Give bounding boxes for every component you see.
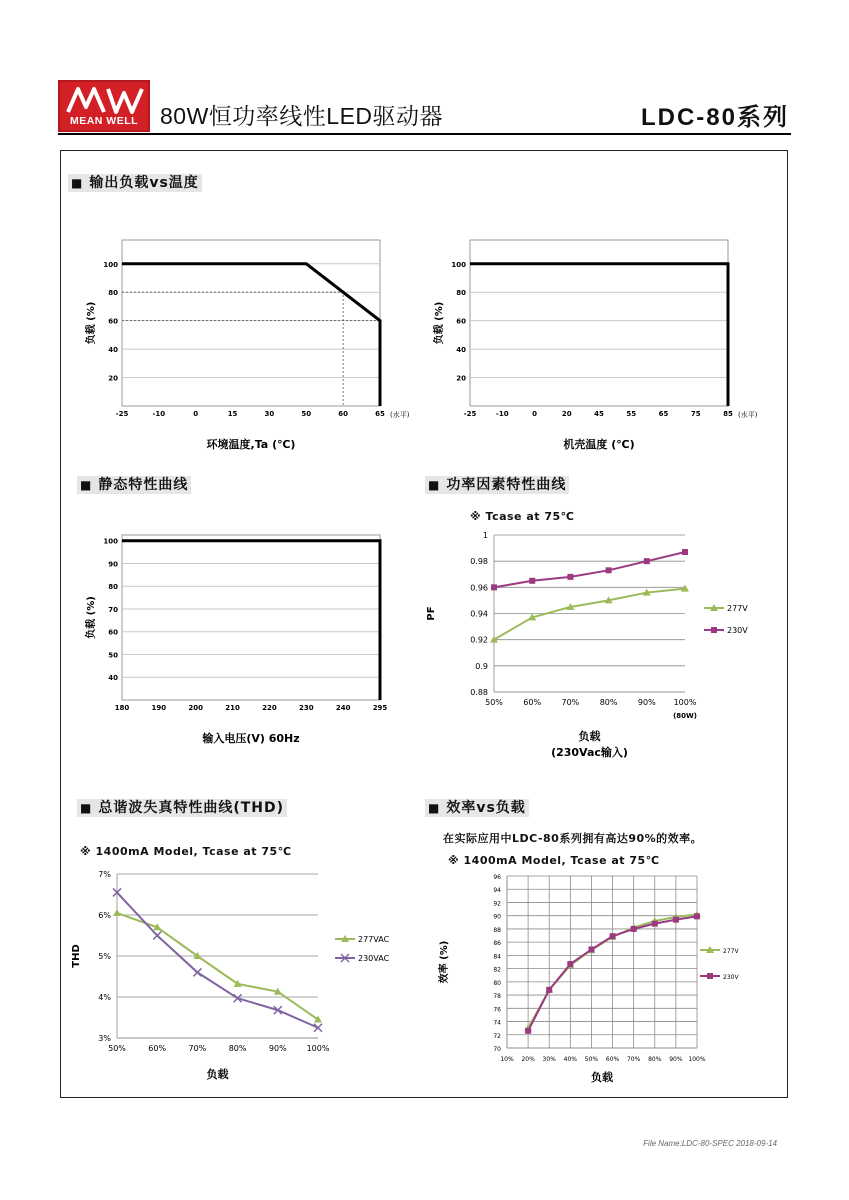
series-line-277VAC	[117, 913, 318, 1020]
legend-label: 230V	[723, 974, 739, 981]
data-point-square	[673, 917, 679, 923]
x-tick-label: 100%	[306, 1044, 330, 1053]
x-tick-label: 50%	[485, 698, 503, 707]
data-point-cross	[153, 932, 161, 940]
mw-logo-icon	[64, 85, 148, 115]
section-static	[77, 476, 191, 494]
section-static-label: 静态特性曲线	[98, 477, 189, 493]
x-axis-title: 机壳温度 (℃)	[563, 438, 635, 451]
meanwell-logo	[58, 80, 150, 132]
square-bullet-icon: ■	[428, 801, 441, 815]
data-point-square	[588, 946, 594, 952]
y-tick-label: 70	[108, 605, 118, 614]
y-tick-label: 0.98	[470, 557, 488, 567]
x-tick-label: 10%	[500, 1056, 514, 1063]
y-tick-label: 0.88	[470, 688, 488, 697]
y-tick-label: 40	[108, 346, 118, 355]
section-pf-label: 功率因素特性曲线	[446, 477, 567, 493]
x-tick-label: 0	[193, 410, 199, 418]
section-thd-label: 总谐波失真特性曲线(THD)	[98, 800, 285, 816]
x-tick-label: 30%	[542, 1056, 556, 1063]
y-tick-label: 20	[456, 374, 466, 383]
x-tick-label: 20%	[521, 1056, 535, 1063]
data-point-square	[606, 567, 612, 573]
x-tick-label: 80%	[648, 1056, 662, 1063]
square-bullet-icon: ■	[80, 478, 93, 492]
data-point-square	[525, 1028, 531, 1034]
y-tick-label: 84	[493, 953, 501, 961]
x-axis-title: 负载	[591, 1071, 613, 1084]
x-tick-label: 55	[626, 410, 637, 418]
data-point-square	[652, 921, 658, 927]
x-tick-label: 30	[264, 410, 275, 418]
pf-case-note: ※ Tcase at 75℃	[470, 510, 575, 523]
y-tick-label: 0.92	[470, 635, 488, 645]
page-title: 80W恒功率线性LED驱动器	[160, 103, 444, 129]
guide-line	[122, 321, 380, 406]
y-tick-label: 4%	[98, 993, 111, 1002]
x-tick-label: 295	[372, 704, 388, 712]
y-axis-title: 效率 (%)	[439, 940, 450, 984]
data-point-square	[567, 574, 573, 580]
y-tick-label: 50	[108, 651, 118, 660]
series-line-230VAC	[117, 892, 318, 1027]
chart-efficiency	[430, 868, 775, 1093]
y-tick-label: 5%	[98, 952, 111, 961]
data-point-square	[707, 973, 713, 979]
x-tick-label: 40%	[563, 1056, 578, 1063]
x-note-label: (80W)	[673, 712, 697, 720]
y-tick-label: 88	[493, 926, 501, 934]
x-axis-title: 负载	[578, 730, 601, 743]
x-tick-label: 210	[225, 704, 240, 712]
y-tick-label: 80	[108, 583, 118, 592]
y-tick-label: 80	[108, 289, 118, 298]
x-tick-label: 100%	[688, 1056, 706, 1063]
footer-filename: File Name:LDC-80-SPEC 2018-09-14	[643, 1139, 777, 1148]
y-tick-label: 40	[108, 674, 118, 683]
section-pf	[425, 476, 569, 494]
chart-case-derating	[418, 230, 758, 455]
section-derating	[68, 174, 202, 192]
eff-model-note: ※ 1400mA Model, Tcase at 75℃	[448, 854, 660, 867]
square-bullet-icon: ■	[80, 801, 93, 815]
y-tick-label: 94	[493, 887, 501, 895]
x-tick-label: 60%	[605, 1056, 620, 1063]
x-unit-label: (水平)	[390, 411, 410, 419]
section-thd	[77, 799, 287, 817]
legend-label: 230VAC	[358, 954, 390, 963]
y-axis-title: 负载 (%)	[86, 596, 97, 639]
y-tick-label: 92	[493, 900, 501, 908]
data-point-triangle	[113, 909, 121, 916]
y-tick-label: 60	[108, 628, 118, 637]
x-tick-label: 75	[690, 410, 701, 418]
x-tick-label: 190	[151, 704, 167, 712]
y-tick-label: 100	[451, 260, 466, 269]
x-tick-label: 90%	[637, 698, 656, 707]
x-tick-label: -10	[152, 410, 166, 418]
x-tick-label: 100%	[673, 698, 697, 707]
chart-power-factor	[418, 525, 778, 775]
y-tick-label: 0.9	[475, 661, 488, 671]
y-tick-label: 90	[108, 560, 118, 569]
series-line-230V	[494, 552, 685, 587]
y-tick-label: 6%	[98, 911, 111, 920]
series-title: LDC-80系列	[640, 104, 789, 131]
x-axis-title: 环境温度,Ta (℃)	[206, 438, 296, 451]
x-tick-label: 80%	[228, 1044, 247, 1053]
y-axis-title: THD	[71, 944, 82, 968]
x-tick-label: 180	[114, 704, 130, 712]
y-tick-label: 76	[493, 1006, 501, 1014]
x-tick-label: 65	[375, 410, 385, 418]
y-axis-title: 负载 (%)	[86, 301, 97, 345]
x-tick-label: 80%	[599, 698, 618, 707]
x-tick-label: 70%	[626, 1056, 641, 1063]
derating-curve	[122, 264, 380, 406]
x-tick-label: 85	[723, 410, 733, 418]
y-axis-title: 负载 (%)	[434, 301, 445, 345]
x-tick-label: 90%	[669, 1056, 683, 1063]
data-point-square	[644, 558, 650, 564]
x-tick-label: 0	[532, 410, 537, 418]
y-axis-title: PF	[426, 606, 437, 621]
derating-curve	[122, 541, 380, 700]
legend-label: 230V	[727, 626, 748, 635]
y-tick-label: 80	[456, 289, 466, 298]
x-tick-label: -25	[115, 410, 129, 418]
y-tick-label: 3%	[98, 1034, 111, 1043]
y-tick-label: 1	[482, 531, 488, 540]
y-tick-label: 60	[456, 317, 466, 326]
y-tick-label: 82	[493, 966, 501, 974]
x-axis-subtitle: (230Vac输入)	[551, 746, 628, 759]
x-tick-label: 240	[335, 704, 351, 712]
y-tick-label: 0.96	[470, 583, 488, 593]
square-bullet-icon: ■	[428, 478, 441, 492]
x-tick-label: 60	[338, 410, 349, 418]
y-tick-label: 86	[493, 940, 501, 948]
x-tick-label: 50%	[584, 1056, 599, 1063]
y-tick-label: 96	[493, 874, 501, 881]
square-bullet-icon: ■	[71, 176, 84, 190]
y-tick-label: 78	[493, 993, 501, 1001]
y-tick-label: 60	[108, 317, 118, 326]
data-point-square	[567, 961, 573, 967]
y-tick-label: 100	[103, 260, 118, 269]
y-tick-label: 40	[456, 346, 466, 355]
x-axis-title: 输入电压(V) 60Hz	[202, 732, 300, 745]
section-eff	[425, 799, 529, 817]
y-tick-label: 70	[493, 1046, 501, 1053]
data-point-square	[694, 913, 700, 919]
chart-static-characteristic	[70, 525, 400, 750]
series-line-277V	[494, 589, 685, 640]
thd-model-note: ※ 1400mA Model, Tcase at 75℃	[80, 845, 292, 858]
data-point-cross	[314, 1024, 322, 1032]
x-tick-label: 60%	[148, 1044, 167, 1053]
x-tick-label: 50	[301, 410, 312, 418]
x-tick-label: 200	[188, 704, 204, 712]
y-tick-label: 72	[493, 1032, 501, 1040]
legend-label: 277V	[727, 604, 748, 613]
x-tick-label: 60%	[523, 698, 542, 707]
section-eff-label: 效率vs负载	[446, 800, 526, 816]
header-rule	[58, 133, 791, 135]
x-tick-label: 230	[298, 704, 314, 712]
x-tick-label: -10	[495, 410, 509, 418]
data-point-square	[631, 926, 637, 932]
y-tick-label: 20	[108, 374, 118, 383]
y-tick-label: 74	[493, 1019, 501, 1027]
x-tick-label: 70%	[188, 1044, 207, 1053]
y-tick-label: 7%	[98, 870, 111, 879]
x-tick-label: 220	[262, 704, 277, 712]
legend-label: 277VAC	[358, 935, 390, 944]
data-point-square	[529, 578, 535, 584]
section-derating-label: 输出负载vs温度	[89, 175, 199, 191]
chart-ambient-derating	[70, 230, 410, 455]
x-tick-label: 65	[658, 410, 669, 418]
data-point-square	[546, 987, 552, 993]
data-point-square	[610, 933, 616, 939]
x-tick-label: 70%	[561, 698, 580, 707]
y-tick-label: 90	[493, 913, 501, 921]
data-point-square	[711, 627, 717, 633]
x-axis-title: 负载	[206, 1068, 229, 1081]
x-tick-label: 15	[227, 410, 238, 418]
plot-frame	[122, 535, 380, 700]
x-tick-label: 45	[594, 410, 604, 418]
eff-description: 在实际应用中LDC-80系列拥有高达90%的效率。	[443, 832, 703, 845]
logo-text: MEAN WELL	[69, 115, 139, 127]
x-tick-label: -25	[463, 410, 477, 418]
y-tick-label: 100	[103, 537, 118, 546]
data-point-square	[682, 549, 688, 555]
x-tick-label: 20	[561, 410, 572, 418]
x-tick-label: 50%	[108, 1044, 126, 1053]
legend-label: 277V	[723, 948, 739, 955]
y-tick-label: 80	[493, 979, 501, 987]
derating-curve	[470, 264, 728, 406]
y-tick-label: 0.94	[470, 609, 488, 619]
chart-thd	[70, 862, 420, 1092]
x-tick-label: 90%	[268, 1044, 287, 1053]
data-point-square	[491, 584, 497, 590]
x-unit-label: (水平)	[738, 411, 758, 419]
data-point-cross	[193, 968, 201, 976]
